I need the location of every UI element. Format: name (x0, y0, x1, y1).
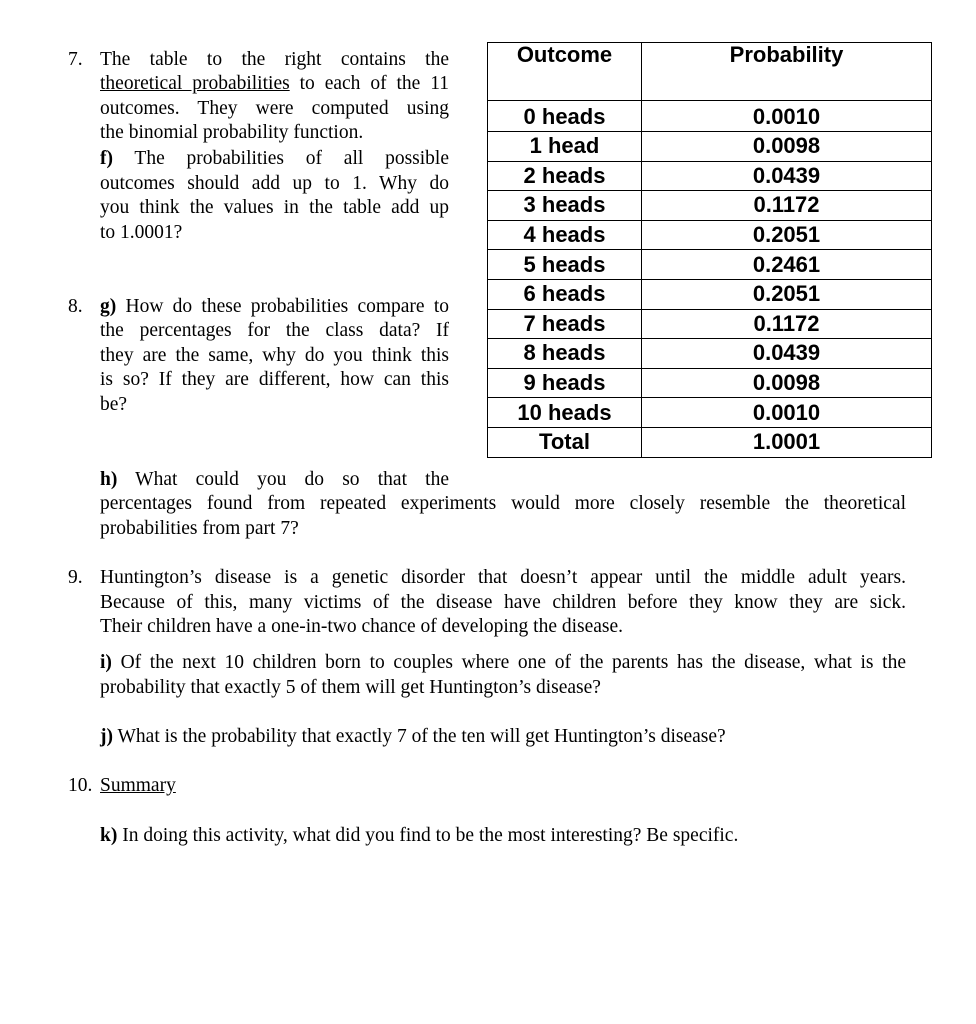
probability-cell: 0.2051 (642, 220, 932, 250)
q8-g-line-4: is so? If they are different, how can this (100, 369, 449, 390)
q7-underlined-term: theoretical probabilities (100, 73, 290, 94)
part-h-label: h) (100, 469, 118, 490)
table-total-row (488, 427, 932, 457)
question-9-number: 9. (68, 567, 83, 588)
total-label-cell: Total (488, 427, 642, 457)
probability-cell: 0.2051 (642, 279, 932, 309)
part-k-label: k) (100, 825, 118, 846)
q9-i-line-2: probability that exactly 5 of them will get Huntington’s disease? (100, 677, 601, 698)
q7-line-4: the binomial probability function. (100, 122, 364, 143)
q7-line-2: theoretical probabilities to each of the 11 (100, 73, 449, 94)
table-row (488, 161, 932, 191)
outcome-cell: 10 heads (488, 398, 642, 428)
summary-title: Summary (100, 775, 176, 796)
part-f-label: f) (100, 148, 113, 169)
outcome-cell: 6 heads (488, 279, 642, 309)
table-row (488, 132, 932, 162)
outcome-cell: 9 heads (488, 368, 642, 398)
q8-g-line-1: g) How do these probabilities compare to (100, 296, 449, 317)
table-row (488, 101, 932, 132)
outcome-cell: 3 heads (488, 191, 642, 221)
question-8-number: 8. (68, 296, 83, 317)
q7-line-1: The table to the right contains the (100, 49, 449, 70)
probability-cell: 0.0098 (642, 132, 932, 162)
total-value-cell: 1.0001 (642, 427, 932, 457)
header-probability: Probability (642, 43, 932, 101)
q8-h-line-1: h) What could you do so that the (100, 469, 449, 490)
q8-g-line-2: the percentages for the class data? If (100, 320, 449, 341)
probability-cell: 0.0439 (642, 161, 932, 191)
q8-h-line-3: probabilities from part 7? (100, 518, 299, 539)
q7-f-line-1: f) The probabilities of all possible (100, 148, 449, 169)
table-row (488, 250, 932, 280)
probability-cell: 0.2461 (642, 250, 932, 280)
part-j-label: j) (100, 726, 113, 747)
q9-j-line-1: j) What is the probability that exactly 7 of the ten will get Huntington’s disease? (100, 726, 726, 747)
outcome-cell: 4 heads (488, 220, 642, 250)
outcome-cell: 0 heads (488, 101, 642, 132)
table-row (488, 339, 932, 369)
question-10-number: 10. (68, 775, 93, 796)
table-row (488, 398, 932, 428)
outcome-cell: 1 head (488, 132, 642, 162)
table-row (488, 309, 932, 339)
header-outcome: Outcome (488, 43, 642, 101)
q7-line-3: outcomes. They were computed using (100, 98, 449, 119)
q9-line-1: Huntington’s disease is a genetic disorder that doesn’t appear until the middle adult years. (100, 567, 906, 588)
q7-f-line-4: to 1.0001? (100, 222, 183, 243)
probability-cell: 0.0439 (642, 339, 932, 369)
part-i-label: i) (100, 652, 112, 673)
part-g-label: g) (100, 296, 117, 317)
q9-i-line-1: i) Of the next 10 children born to couples where one of the parents has the disease, what is the (100, 652, 906, 673)
table-row (488, 368, 932, 398)
q7-f-line-3: you think the values in the table add up (100, 197, 449, 218)
q9-line-3: Their children have a one-in-two chance of developing the disease. (100, 616, 624, 637)
probability-cell: 0.0098 (642, 368, 932, 398)
question-7-number: 7. (68, 49, 83, 70)
outcome-cell: 5 heads (488, 250, 642, 280)
table-header-row (488, 43, 932, 101)
q8-h-line-2: percentages found from repeated experiments would more closely resemble the theoretical (100, 493, 906, 514)
table-row (488, 191, 932, 221)
probability-cell: 0.1172 (642, 191, 932, 221)
outcome-cell: 2 heads (488, 161, 642, 191)
probability-cell: 0.0010 (642, 101, 932, 132)
q8-g-line-5: be? (100, 394, 128, 415)
q10-k-line-1: k) In doing this activity, what did you find to be the most interesting? Be specific. (100, 825, 739, 846)
probability-cell: 0.0010 (642, 398, 932, 428)
q9-line-2: Because of this, many victims of the disease have children before they know they are sick. (100, 592, 906, 613)
outcome-cell: 8 heads (488, 339, 642, 369)
outcome-cell: 7 heads (488, 309, 642, 339)
q7-f-line-2: outcomes should add up to 1. Why do (100, 173, 449, 194)
probability-table (487, 42, 932, 458)
q8-g-line-3: they are the same, why do you think this (100, 345, 449, 366)
probability-cell: 0.1172 (642, 309, 932, 339)
table-row (488, 279, 932, 309)
table-row (488, 220, 932, 250)
